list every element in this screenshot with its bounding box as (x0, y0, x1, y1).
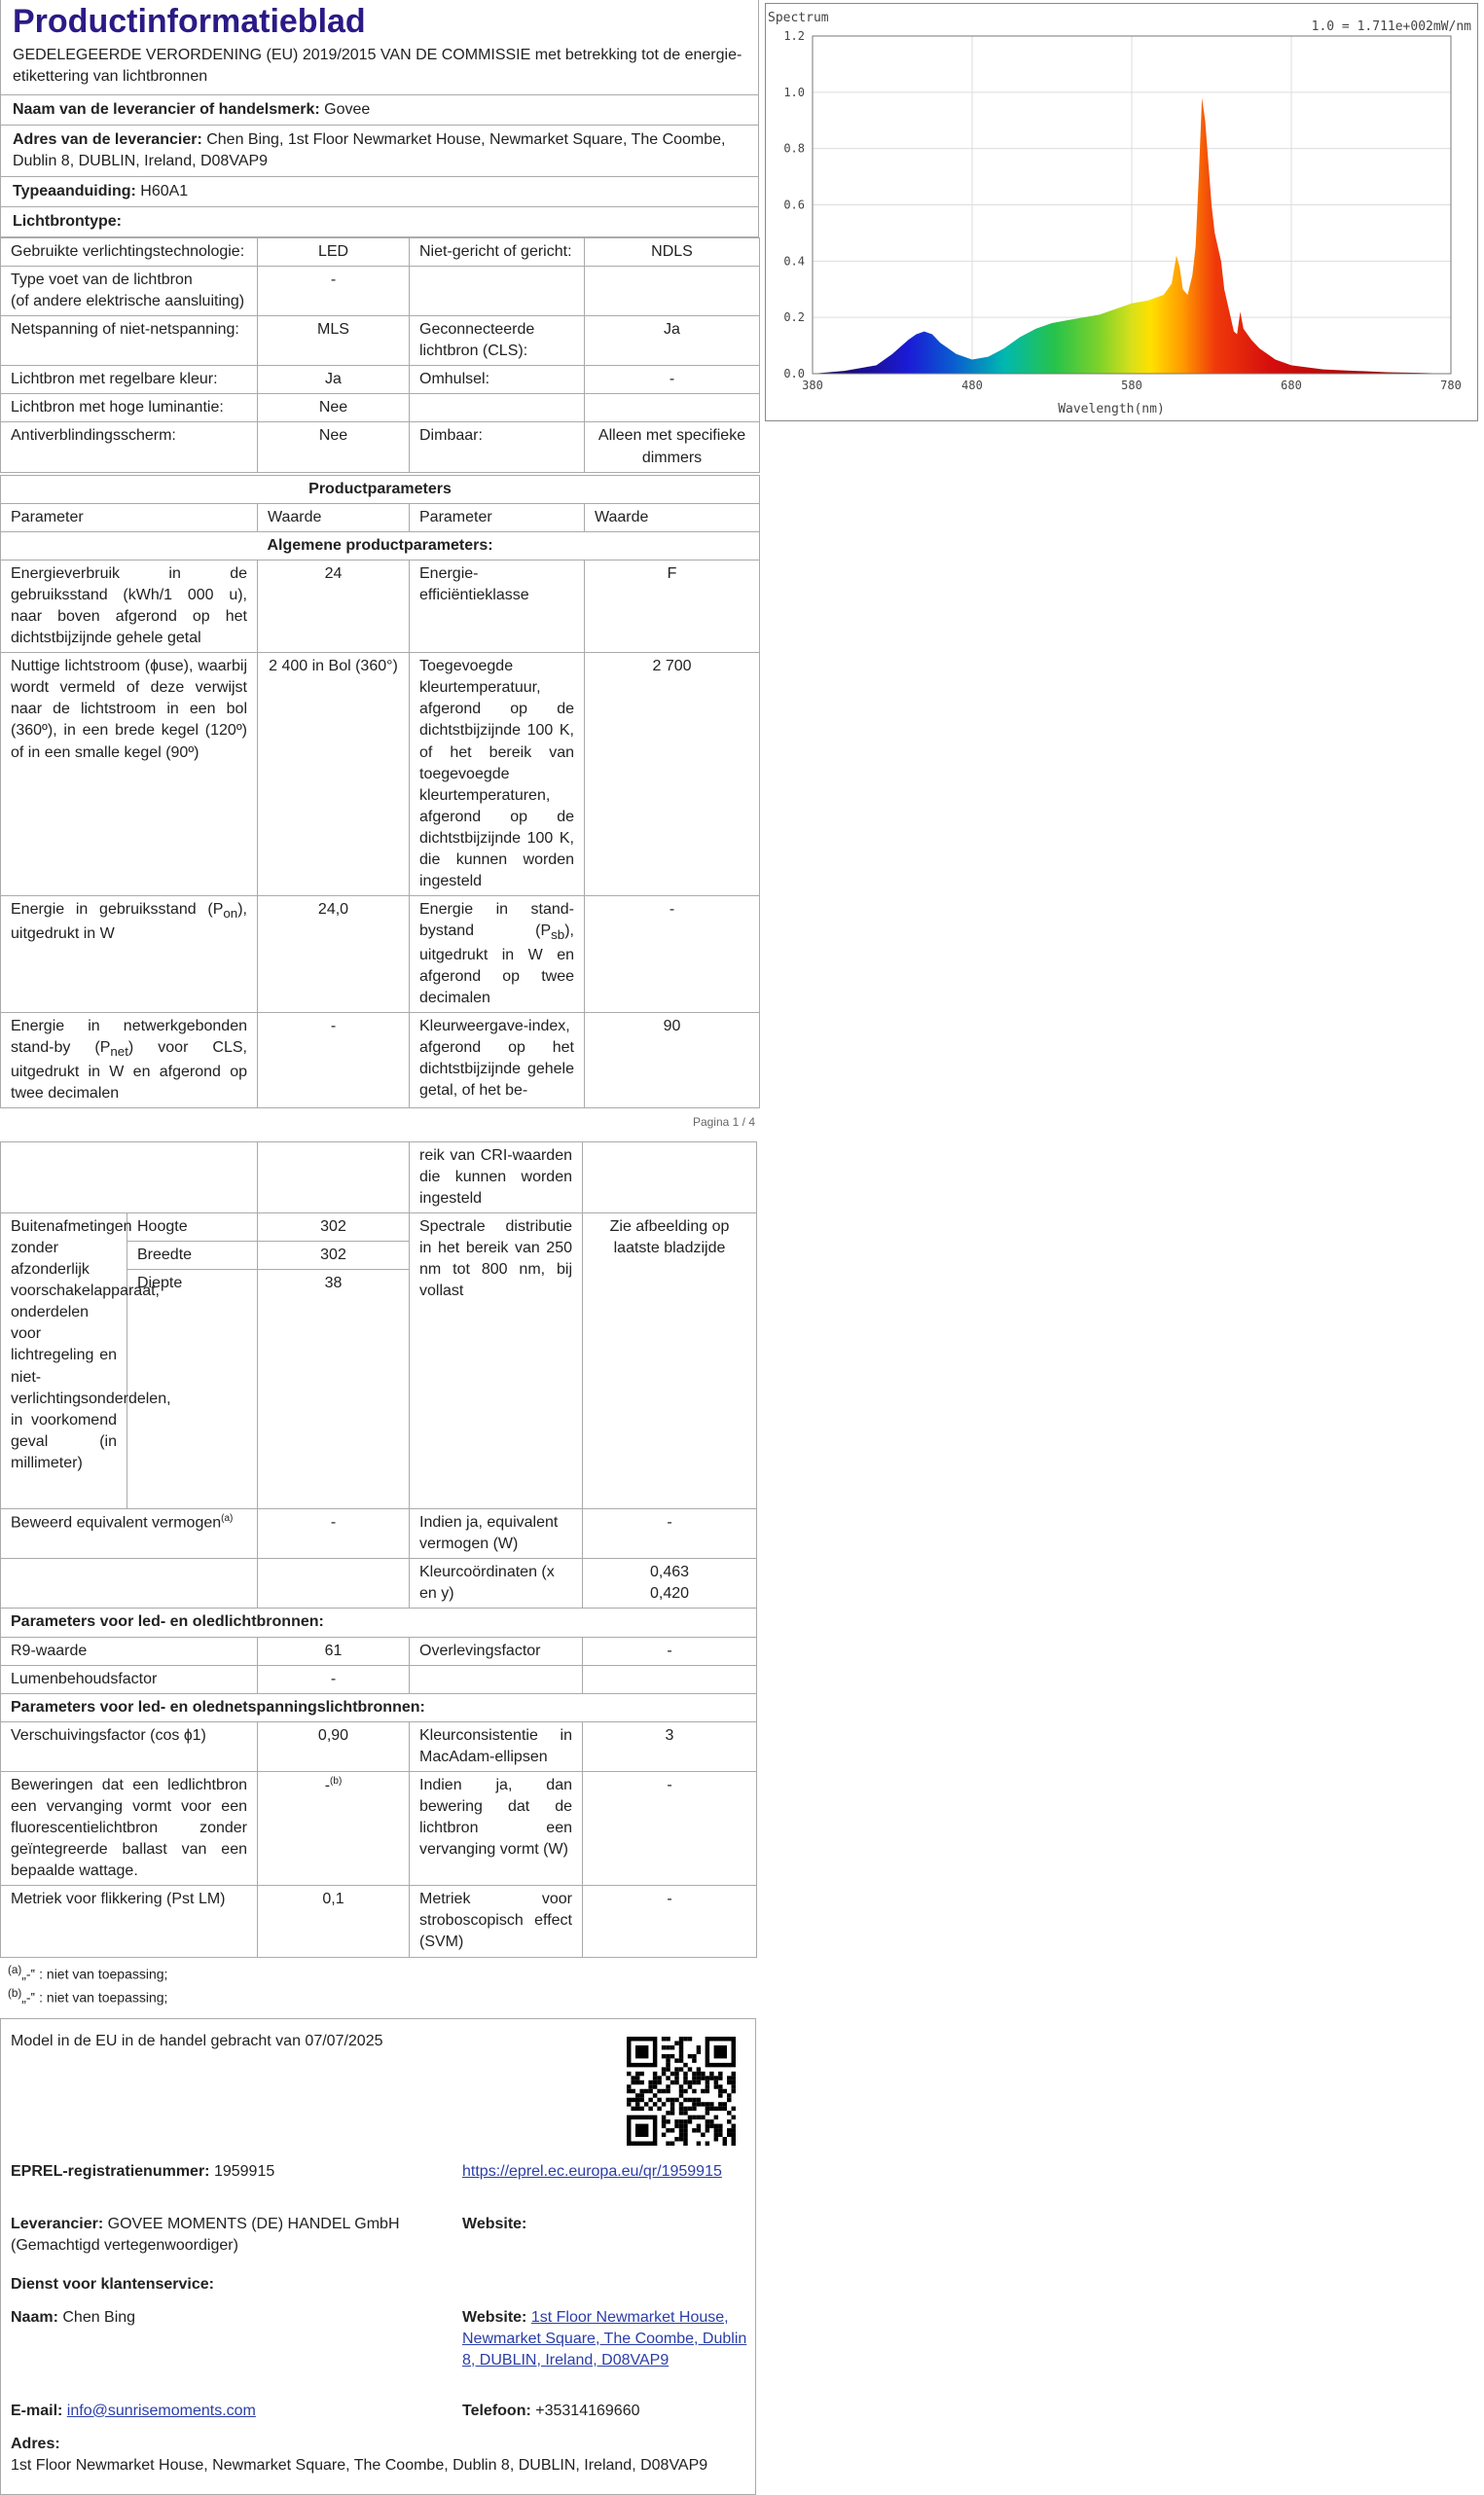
general-row (1, 653, 760, 896)
param-label: Verschuivingsfactor (cos ɸ1) (1, 1721, 258, 1771)
type-value: LED (258, 237, 410, 266)
y-tick-label: 0.6 (783, 198, 805, 212)
general-param: Energie-efficiëntieklasse (410, 560, 585, 652)
address-value: 1st Floor Newmarket House, Newmarket Square, The Coombe, Dublin 8, DUBLIN, Ireland, D08VAP9 (11, 2456, 708, 2474)
supplier-name-value: Govee (324, 100, 371, 118)
model-row (0, 177, 759, 207)
y-tick-label: 1.2 (783, 29, 805, 43)
param-value: 0,90 (258, 1721, 410, 1771)
type-param (410, 267, 585, 316)
param-value: - (583, 1886, 757, 1957)
type-param: Geconnecteerde lichtbron (CLS): (410, 316, 585, 366)
type-row (1, 394, 760, 422)
general-param: Energieverbruik in de gebruiksstand (kWh/1 000 u), naar boven afgerond op het dichtstbijzijnde gehele getal (1, 560, 258, 652)
page-number: Pagina 1 / 4 (692, 1114, 755, 1129)
width-value: 302 (258, 1242, 410, 1270)
service-name-row: Naam: Chen Bing (11, 2308, 136, 2326)
power-sb-value: - (585, 896, 760, 1013)
lightsource-type-table (0, 237, 760, 473)
address-label: Adres: (11, 2435, 60, 2452)
param-label: Metriek voor stroboscopisch effect (SVM) (410, 1886, 583, 1957)
model-label: Typeaanduiding: (13, 182, 136, 199)
x-tick-label: 480 (961, 379, 983, 392)
param-value: 61 (258, 1637, 410, 1665)
y-tick-label: 0.0 (783, 367, 805, 380)
type-value: - (258, 267, 410, 316)
param-value: - (583, 1637, 757, 1665)
eprel-supplier-value: GOVEE MOMENTS (DE) HANDEL GmbH (Gemachtigd vertegenwoordiger) (11, 2215, 400, 2254)
equiv-power-value: - (583, 1509, 757, 1559)
type-param: Lichtbron met hoge luminantie: (1, 394, 258, 422)
equiv-power-label: Indien ja, equivalent vermogen (W) (410, 1509, 583, 1559)
type-param: Niet-gericht of gericht: (410, 237, 585, 266)
param-label: Metriek voor flikkering (Pst LM) (1, 1886, 258, 1957)
param-label: Lumenbehoudsfactor (1, 1665, 258, 1693)
type-value: MLS (258, 316, 410, 366)
type-row (1, 267, 760, 316)
regulation-text: GEDELEGEERDE VERORDENING (EU) 2019/2015 VAN DE COMMISSIE met betrekking tot de energie-etikettering van lichtbronnen (0, 42, 759, 94)
phone-row: Telefoon: +35314169660 (462, 2402, 640, 2419)
type-param: Netspanning of niet-netspanning: (1, 316, 258, 366)
type-param: Omhulsel: (410, 366, 585, 394)
general-value: 2 700 (585, 653, 760, 896)
type-row (1, 366, 760, 394)
param-value: - (258, 1665, 410, 1693)
col-value-header: Waarde (585, 503, 760, 531)
type-value: Alleen met specifieke dimmers (585, 422, 760, 472)
led-mains-rows-row (1, 1886, 757, 1957)
supplier-name-label: Naam van de leverancier of handelsmerk: (13, 100, 320, 118)
customer-service-label: Dienst voor klantenservice: (11, 2275, 214, 2293)
type-value: Ja (585, 316, 760, 366)
led-rows-row (1, 1665, 757, 1693)
lightsource-type-label: Lichtbrontype: (0, 207, 759, 237)
x-tick-label: 780 (1440, 379, 1462, 392)
chroma-value: 0,463 0,420 (583, 1559, 757, 1609)
type-row (1, 422, 760, 472)
market-text: Model in de EU in de handel gebracht van 07/07/2025 (11, 2032, 383, 2049)
led-params-title: Parameters voor led- en oledlichtbronnen: (1, 1609, 757, 1637)
power-net-value: - (258, 1012, 410, 1107)
type-param: Gebruikte verlichtingstechnologie: (1, 237, 258, 266)
general-param: Toegevoegde kleurtemperatuur, afgerond op de dichtstbijzijnde 100 K, of het bereik van toegevoegde kleurtemperaturen, afgerond op de dichtstbijzijnde 100 K, die kunnen worden ingesteld (410, 653, 585, 896)
supplier-address-value: Chen Bing, 1st Floor Newmarket House, Newmarket Square, The Coombe, Dublin 8, DUBLIN, Ireland, D08VAP9 (13, 130, 726, 169)
type-value: NDLS (585, 237, 760, 266)
type-param (410, 394, 585, 422)
param-label (410, 1665, 583, 1693)
type-row (1, 316, 760, 366)
footnote-b: $^{(b)}$„-‟ : niet van toepassing; (8, 1986, 168, 2006)
chart-title: Spectrum (768, 11, 829, 25)
power-sb-label: Energie in stand-bystand $(P_{sb})$, uitgedrukt in W en afgerond op twee decimalen (410, 896, 585, 1013)
type-value (585, 394, 760, 422)
service-website-row: Website: 1st Floor Newmarket House, Newmarket Square, The Coombe, Dublin 8, DUBLIN, Ireland, D08VAP9 (462, 2308, 747, 2368)
equiv-label: Beweerd equivalent vermogen$^{(a)}$ (1, 1509, 258, 1559)
cri-value: 90 (585, 1012, 760, 1107)
footnotes (0, 1958, 759, 2012)
y-tick-label: 0.8 (783, 141, 805, 156)
param-label: Kleurconsistentie in MacAdam-ellipsen (410, 1721, 583, 1771)
depth-label: Diepte (127, 1270, 258, 1509)
x-axis-label: Wavelength(nm) (1058, 402, 1165, 416)
param-label: Overlevingsfactor (410, 1637, 583, 1665)
param-label: Beweringen dat een ledlichtbron een vervanging vormt voor een fluorescentielichtbron zonder geïntegreerde ballast van een bepaalde wattage. (1, 1771, 258, 1885)
led-mains-rows-row (1, 1721, 757, 1771)
service-name-value: Chen Bing (62, 2308, 136, 2326)
eprel-url-link[interactable]: https://eprel.ec.europa.eu/qr/1959915 (462, 2162, 722, 2180)
cri-label-part2: reik van CRI-waarden die kunnen worden ingesteld (410, 1141, 583, 1212)
chart-annotation: 1.0 = 1.711e+002mW/nm (1311, 19, 1471, 34)
general-params-title: Algemene productparameters: (1, 531, 760, 560)
type-value: Nee (258, 422, 410, 472)
eprel-reg-row: EPREL-registratienummer: 1959915 (11, 2162, 275, 2180)
type-param: Dimbaar: (410, 422, 585, 472)
param-value (583, 1665, 757, 1693)
led-rows-row (1, 1637, 757, 1665)
y-tick-label: 1.0 (783, 85, 805, 99)
eprel-website-label: Website: (462, 2215, 527, 2232)
general-value: 24 (258, 560, 410, 652)
type-value (585, 267, 760, 316)
height-value: 302 (258, 1212, 410, 1241)
email-row: E-mail: info@sunrisemoments.com (11, 2402, 256, 2419)
spectral-label: Spectrale distributie in het bereik van 250 nm tot 800 nm, bij vollast (410, 1212, 583, 1508)
led-mains-params-title: Parameters voor led- en olednetspanningslichtbronnen: (1, 1693, 757, 1721)
power-on-value: 24,0 (258, 896, 410, 1013)
eprel-supplier-row: Leverancier: GOVEE MOMENTS (DE) HANDEL GmbH (Gemachtigd vertegenwoordiger) (11, 2215, 400, 2254)
page-title: Productinformatieblad (0, 0, 759, 42)
depth-value: 38 (258, 1270, 410, 1509)
general-value: F (585, 560, 760, 652)
spectrum-chart (765, 3, 1478, 421)
page-break (0, 1108, 759, 1141)
email-link[interactable]: info@sunrisemoments.com (66, 2402, 256, 2419)
col-param-header: Parameter (410, 503, 585, 531)
y-tick-label: 0.2 (783, 310, 805, 325)
x-tick-label: 580 (1121, 379, 1142, 392)
footnote-a: $^{(a)}$„-‟ : niet van toepassing; (8, 1963, 168, 1982)
product-params-table (0, 475, 760, 1108)
service-website-link[interactable]: 1st Floor Newmarket House, Newmarket Square, The Coombe, Dublin 8, DUBLIN, Ireland, D08VAP9 (462, 2308, 747, 2368)
col-value-header: Waarde (258, 503, 410, 531)
power-net-label: Energie in netwerkgebonden stand-by $(P_{net})$ voor CLS, uitgedrukt in W en afgerond op twee decimalen (1, 1012, 258, 1107)
params-section-title: Productparameters (1, 475, 760, 503)
col-param-header: Parameter (1, 503, 258, 531)
width-label: Breedte (127, 1242, 258, 1270)
param-value: -$^{(b)}$ (258, 1771, 410, 1885)
type-param: Lichtbron met regelbare kleur: (1, 366, 258, 394)
type-param: Type voet van de lichtbron (of andere elektrische aansluiting) (1, 267, 258, 316)
supplier-address-row (0, 126, 759, 177)
x-tick-label: 680 (1281, 379, 1302, 392)
supplier-name-row (0, 95, 759, 126)
phone-value: +35314169660 (535, 2402, 640, 2419)
dimensions-label: Buitenafmetingen zonder afzonderlijk voorschakelapparaat, onderdelen voor lichtregeling en niet-verlichtingsonderdelen, in voorkomend geval (in millimeter) (1, 1212, 127, 1508)
param-value: 0,1 (258, 1886, 410, 1957)
power-on-label: Energie in gebruiksstand $(P_{on})$, uitgedrukt in W (1, 896, 258, 1013)
param-value: - (583, 1771, 757, 1885)
spectral-value: Zie afbeelding op laatste bladzijde (583, 1212, 757, 1508)
model-value: H60A1 (140, 182, 189, 199)
type-param: Antiverblindingsscherm: (1, 422, 258, 472)
led-mains-rows-row (1, 1771, 757, 1885)
spectrum-chart-svg (766, 4, 1479, 422)
chroma-label: Kleurcoördinaten (x en y) (410, 1559, 583, 1609)
type-value: Ja (258, 366, 410, 394)
y-tick-label: 0.4 (783, 254, 805, 269)
cri-label-part1: Kleurweergave-index, afgerond op het dichtstbijzijnde gehele getal, of het be- (410, 1012, 585, 1107)
general-value: 2 400 in Bol (360°) (258, 653, 410, 896)
type-value: Nee (258, 394, 410, 422)
general-row (1, 560, 760, 652)
type-value: - (585, 366, 760, 394)
type-row (1, 237, 760, 266)
param-label: R9-waarde (1, 1637, 258, 1665)
general-param: Nuttige lichtstroom (ɸuse), waarbij wordt vermeld of deze verwijst naar de lichtstroom in een bol (360º), in een brede kegel (120º) of in een smalle kegel (90º) (1, 653, 258, 896)
eprel-box (0, 2018, 756, 2495)
supplier-address-label: Adres van de leverancier: (13, 130, 202, 148)
x-tick-label: 380 (802, 379, 823, 392)
eprel-reg-value: 1959915 (213, 2162, 275, 2180)
equiv-value: - (258, 1509, 410, 1559)
param-label: Indien ja, dan bewering dat de lichtbron een vervanging vormt (W) (410, 1771, 583, 1885)
qr-code-icon[interactable] (627, 2037, 736, 2146)
eprel-url-row (462, 2161, 725, 2183)
height-label: Hoogte (127, 1212, 258, 1241)
param-value: 3 (583, 1721, 757, 1771)
product-params-table-continued (0, 1141, 757, 1958)
